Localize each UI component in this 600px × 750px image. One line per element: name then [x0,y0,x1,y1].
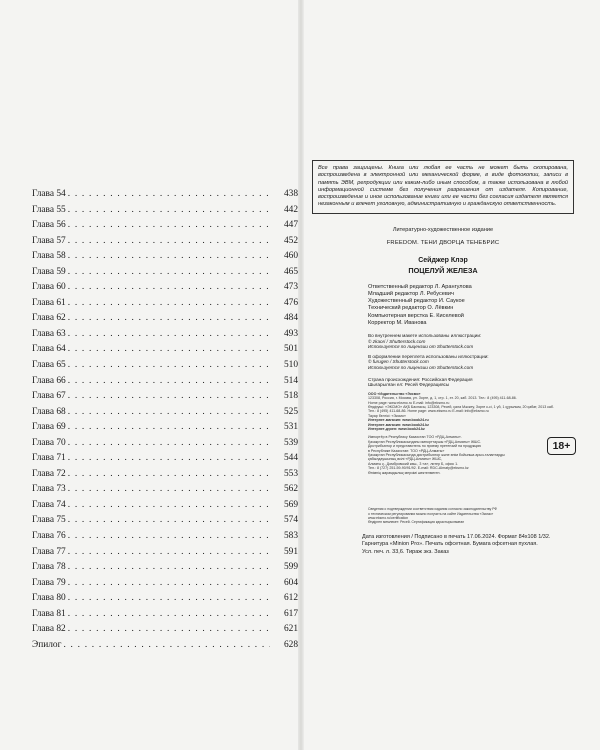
toc-entry [32,591,298,607]
toc-entry-page: 525 [283,406,298,417]
certification-block [368,507,574,523]
toc-entry-title: Глава 61 [32,297,66,308]
importer-line: Қазақстан Республикасында дистрибьютор және өнім бойынша арыз-талаптарды [368,453,505,458]
cert-line: www.eksmo.ru/certification [368,515,409,520]
genre-label: Литературно-художественное издание [392,226,494,233]
toc-entry-title: Глава 76 [32,531,66,542]
toc-entry-title: Глава 64 [32,344,66,355]
toc-entry-page: 447 [283,220,298,231]
toc-entry-title: Глава 58 [32,251,66,262]
toc-leader-dots [68,420,270,436]
toc-leader-dots [63,638,270,654]
importer-line: қабылдаушының өкілі «РДЦ-Алматы» ЖШС, [368,457,443,462]
toc-entry-page: 628 [283,639,298,650]
internet-shop-kz: Интернет-магазин: www.book24.kz [368,422,429,427]
toc-entry-title: Глава 67 [32,391,66,402]
publisher-name: ООО «Издательство «Эксмо» [368,391,421,396]
toc-entry-page: 612 [283,593,298,604]
credit-line: Технический редактор О. Лёвкин [368,305,454,312]
credit-line: Младший редактор Л. Ребусевич [368,290,454,297]
toc-entry-page: 531 [283,422,298,433]
toc-entry-page: 510 [283,360,298,371]
toc-leader-dots [68,591,270,607]
address-line: Home page: www.eksmo.ru E-mail: info@eksmo.ru [368,400,450,405]
credit-line: Компьютерная верстка Е. Киселевой [368,312,464,319]
toc-entry-page: 465 [283,266,298,277]
toc-leader-dots [68,389,270,405]
toc-entry-page: 514 [283,375,298,386]
toc-entry [32,389,298,405]
toc-entry [32,374,298,390]
toc-entry [32,420,298,436]
series-name: FREEDOM. ТЕНИ ДВОРЦА ТЕНЕБРИС [386,239,500,246]
toc-entry [32,622,298,638]
toc-entry-page: 604 [283,577,298,588]
book-title: ПОЦЕЛУЙ ЖЕЛЕЗА [408,265,478,275]
toc-entry-page: 493 [283,328,298,339]
toc-leader-dots [68,265,270,281]
toc-leader-dots [68,342,270,358]
toc-entry [32,249,298,265]
toc-entry-page: 484 [283,313,298,324]
importer-line: Қазақстан Республикасындағы импорттаушы «РДЦ-Алматы» ЖШС. [368,439,482,444]
toc-entry [32,482,298,498]
credit-line: Художественный редактор И. Саукое [368,298,465,305]
importer-line: Алматы қ., Домбровский көш., 3 «а», литер Б, офис 1. [368,461,459,466]
toc-entry [32,545,298,561]
importer-line: Импортёр в Республику Казахстан ТОО «РДЦ-Алматы». [368,435,462,440]
toc-entry-title: Глава 69 [32,422,66,433]
illustration-line: © furugen / Shutterstock.com [368,359,429,365]
toc-entry [32,560,298,576]
toc-entry-title: Эпилог [32,639,62,650]
importer-line: Өнімнің жарамдылық мерзімі шектелмеген. [368,470,441,475]
toc-entry [32,203,298,219]
toc-leader-dots [68,560,270,576]
illustration-line: Используется по лицензии от Shutterstock.com [368,364,474,370]
toc-entry-title: Глава 56 [32,220,66,231]
toc-entry-title: Глава 55 [32,204,66,215]
cert-line: о техническом регулировании можно получить на сайте Издательства «Эксмо» [368,511,494,516]
toc-leader-dots [68,529,270,545]
toc-entry-title: Глава 65 [32,360,66,371]
importer-line: Дистрибьютор и представитель по приему претензий на продукцию [368,444,482,449]
signed-date: Дата изготовления / Подписано в печать 17.06.2024. Формат 84x108 1/32. [362,533,551,540]
toc-entry [32,498,298,514]
cert-line: Өндірген мемлекет: Ресей. Сертификация қарастырылмаған [368,519,465,524]
toc-entry [32,576,298,592]
toc-entry [32,234,298,250]
toc-entry-page: 452 [283,235,298,246]
toc-leader-dots [68,249,270,265]
publisher-block [368,392,574,432]
toc-entry-title: Глава 63 [32,328,66,339]
importer-block [368,435,574,503]
toc-entry-page: 473 [283,282,298,293]
toc-entry-title: Глава 73 [32,484,66,495]
toc-entry-title: Глава 82 [32,624,66,635]
print-run: Усл. печ. л. 33,6. Тираж экз. Заказ [362,548,449,555]
toc-entry-title: Глава 75 [32,515,66,526]
toc-entry [32,311,298,327]
toc-entry [32,265,298,281]
toc-entry-title: Глава 70 [32,437,66,448]
illustration-credits [368,333,574,371]
toc-entry-page: 539 [283,437,298,448]
toc-leader-dots [68,545,270,561]
toc-entry-page: 518 [283,391,298,402]
toc-leader-dots [68,607,270,623]
toc-entry-title: Глава 54 [32,189,66,199]
toc-entry [32,436,298,452]
toc-leader-dots [68,218,270,234]
toc-leader-dots [68,280,270,296]
toc-leader-dots [68,513,270,529]
toc-entry [32,327,298,343]
toc-entry-title: Глава 57 [32,235,66,246]
toc-entry [32,467,298,483]
toc-entry-page: 621 [283,624,298,635]
toc-leader-dots [68,327,270,343]
toc-entry [32,451,298,467]
toc-entry [32,342,298,358]
toc-entry-page: 569 [283,499,298,510]
toc-entry-title: Глава 78 [32,562,66,573]
age-rating-badge: 18+ [547,437,576,455]
toc-entry-title: Глава 71 [32,453,66,464]
toc-entry-title: Глава 81 [32,608,66,619]
toc-entry-page: 553 [283,468,298,479]
toc-entry-title: Глава 79 [32,577,66,588]
address-line: Тел.: 8 (495) 411-68-86. Home page: www.eksmo.ru E-mail: info@eksmo.ru [368,409,489,414]
toc-entry-title: Глава 60 [32,282,66,293]
credit-line: Ответственный редактор Л. Арангулова [368,283,472,290]
toc-entry [32,638,298,654]
toc-entry [32,513,298,529]
credit-line: Корректор М. Иванова [368,319,427,326]
toc-leader-dots [68,436,270,452]
internet-shop: Интернет-магазин: www.book24.ru [368,418,429,423]
toc-leader-dots [68,311,270,327]
illustration-line: В оформлении переплета использованы иллюстрации: [368,353,489,359]
toc-leader-dots [68,234,270,250]
rights-notice: Все права защищены. Книга или любая ее часть не может быть скопирована, воспроизведена в электронной или механической форме, в виде фотокопии, записи в память ЭВМ, репродукции или каким-либо иным способом, а также использована в любой информационной системе без получения разрешения от издателя. Копирование, воспроизведение и иное использование книги или ее части без согласия издателя является незаконным и влечет уголовную, административную и гражданскую ответственность. [312,160,574,214]
toc-leader-dots [68,296,270,312]
origin-line: Страна происхождения: Российская Федерация [368,376,473,382]
toc-entry-page: 562 [283,484,298,495]
internet-shop-kz2: Интернет-дүкен: www.book24.kz [368,427,425,431]
toc-entry-title: Глава 77 [32,546,66,557]
toc-entry [32,358,298,374]
illustration-line: © zkaori / Shutterstock.com [368,338,426,344]
toc-leader-dots [68,622,270,638]
toc-entry-title: Глава 66 [32,375,66,386]
credits-list [368,284,574,327]
toc-entry-title: Глава 68 [32,406,66,417]
toc-entry-page: 544 [283,453,298,464]
print-details [362,534,574,556]
toc-entry-page: 501 [283,344,298,355]
toc-entry-page: 476 [283,297,298,308]
address-line: 123308, Россия, г. Москва, ул. Зорге, д. 1, стр. 1, эт. 20, каб. 2013. Тел.: 8 (495) 411-68-86. [368,396,517,401]
toc-entry-title: Глава 62 [32,313,66,324]
toc-entry-page: 617 [283,608,298,619]
toc-entry [32,405,298,421]
toc-entry-page: 438 [283,189,298,199]
toc-leader-dots [68,203,270,219]
toc-entry [32,218,298,234]
toc-leader-dots [68,576,270,592]
toc-leader-dots [68,187,270,203]
toc-leader-dots [68,374,270,390]
importer-line: в Республике Казахстан: ТОО «РДЦ-Алматы» [368,448,445,453]
toc-entry-title: Глава 74 [32,499,66,510]
toc-entry-page: 442 [283,204,298,215]
toc-leader-dots [68,482,270,498]
toc-entry-page: 599 [283,562,298,573]
address-line: Өндіруші: «ЭКСМО» АҚБ Баспасы, 123308, Ресей, қала Мәскеу, Зорге к-сі, 1 үй, 1 құрылым, 20 қабат, 2013 каб. [368,404,554,409]
toc-entry-page: 574 [283,515,298,526]
toc-entry-page: 460 [283,251,298,262]
origin-info [368,377,574,388]
toc-leader-dots [68,467,270,483]
author-name: Сейджер Клэр [418,256,468,264]
toc-entry-page: 583 [283,531,298,542]
address-line: Тауар белгісі: «Эксмо» [368,413,406,418]
toc-entry-title: Глава 59 [32,266,66,277]
book-gutter [298,0,304,750]
importer-line: Тел.: 8 (727) 251-59-90/91/92. E-mail: RDC-Almaty@eksmo.kz [368,466,469,471]
toc-entry-title: Глава 72 [32,468,66,479]
toc-entry-page: 591 [283,546,298,557]
toc-entry [32,187,298,203]
toc-leader-dots [68,405,270,421]
toc-entry-title: Глава 80 [32,593,66,604]
toc-entry [32,529,298,545]
origin-kz-line: Шығарылған ел: Ресей Федерациясы [368,382,450,388]
toc-leader-dots [68,358,270,374]
imprint-page [312,160,574,556]
typeface-info: Гарнитура «Minion Pro». Печать офсетная. Бумага офсетная пухлая. [362,541,538,548]
cert-line: Сведения о подтверждении соответствия издания согласно законодательству РФ [368,507,498,512]
table-of-contents [32,187,298,653]
toc-entry [32,296,298,312]
toc-leader-dots [68,451,270,467]
toc-entry [32,607,298,623]
toc-leader-dots [68,498,270,514]
illustration-line: Во внутреннем макете использованы иллюстрации: [368,333,482,338]
illustration-line: Используется по лицензии от Shutterstock.com [368,344,474,350]
toc-entry [32,280,298,296]
